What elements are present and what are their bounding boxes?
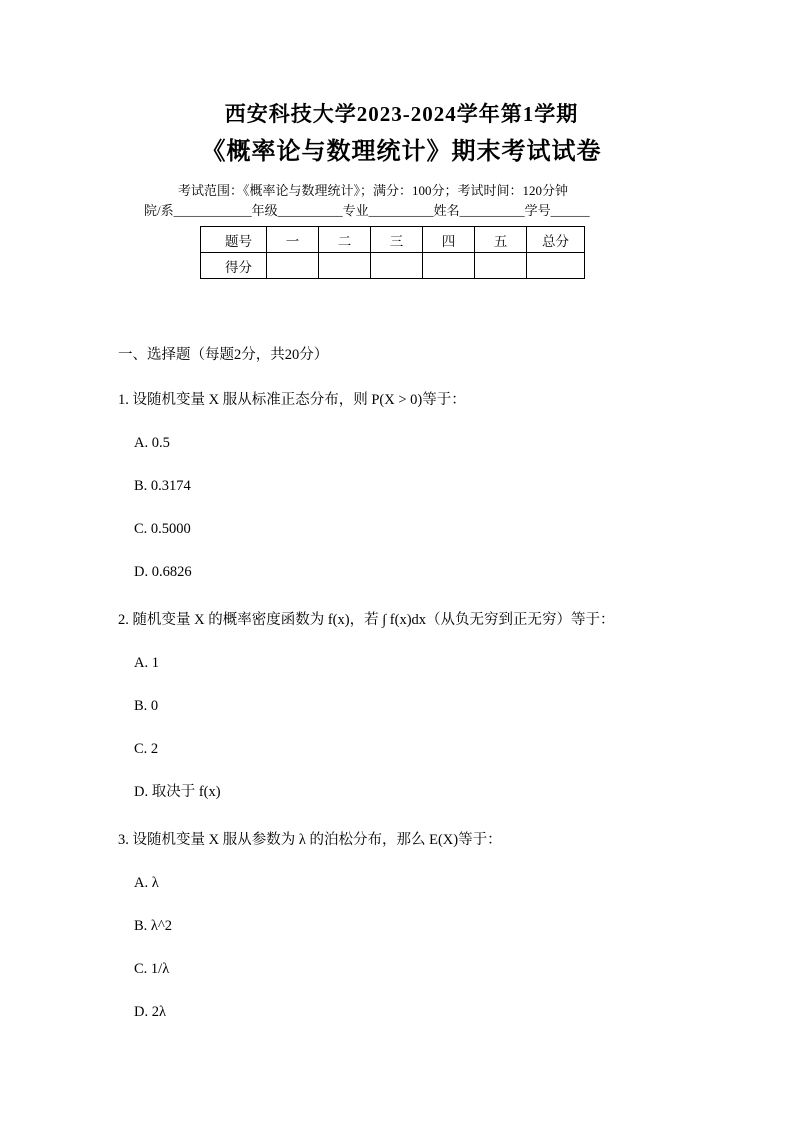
question-text: 3. 设随机变量 X 服从参数为 λ 的泊松分布，那么 E(X)等于：: [118, 832, 502, 848]
question-2: [118, 610, 685, 802]
score-empty-cell: [475, 253, 527, 279]
score-row-label: 得分: [201, 253, 267, 279]
score-empty-cell: [319, 253, 371, 279]
score-table-header-cell: 四: [423, 227, 475, 253]
option-a: A. 0.5: [134, 435, 170, 451]
score-table-score-row: [201, 253, 585, 279]
option-b: B. 0: [134, 698, 159, 714]
option-d: D. 0.6826: [134, 564, 192, 580]
score-table-header-cell: 总分: [527, 227, 585, 253]
question-text: 1. 设随机变量 X 服从标准正态分布，则 P(X > 0)等于：: [118, 392, 466, 408]
score-table-header-cell: 二: [319, 227, 371, 253]
score-empty-cell: [527, 253, 585, 279]
score-empty-cell: [371, 253, 423, 279]
section-title: 一、选择题（每题2分，共20分）: [118, 347, 329, 363]
option-b: B. λ^2: [134, 918, 173, 934]
option-a: A. 1: [134, 655, 159, 671]
option-d: D. 取决于 f(x): [134, 784, 221, 800]
question-text: 2. 随机变量 X 的概率密度函数为 f(x)，若 ∫ f(x)dx（从负无穷到正无穷）等于：: [118, 612, 615, 628]
question-3: [118, 830, 685, 1022]
option-c: C. 0.5000: [134, 521, 191, 537]
exam-scope-info: 考试范围：《概率论与数理统计》；满分：100分；考试时间：120分钟: [178, 183, 569, 198]
score-empty-cell: [423, 253, 475, 279]
exam-title-line2: 《概率论与数理统计》期末考试试卷: [201, 139, 602, 165]
exam-title-line1: 西安科技大学2023-2024学年第1学期: [224, 102, 579, 126]
question-1: [118, 390, 685, 582]
option-c: C. 1/λ: [134, 961, 170, 977]
score-table-header-row: [201, 227, 585, 253]
option-c: C. 2: [134, 741, 159, 757]
score-table: [200, 226, 585, 279]
option-a: A. λ: [134, 875, 159, 891]
score-table-header-cell: 题号: [201, 227, 267, 253]
score-empty-cell: [267, 253, 319, 279]
score-table-header-cell: 五: [475, 227, 527, 253]
option-b: B. 0.3174: [134, 478, 191, 494]
score-table-header-cell: 一: [267, 227, 319, 253]
option-d: D. 2λ: [134, 1004, 167, 1020]
score-table-header-cell: 三: [371, 227, 423, 253]
student-info-blanks: 院/系____________年级__________专业__________姓名__________学号______: [144, 203, 590, 218]
